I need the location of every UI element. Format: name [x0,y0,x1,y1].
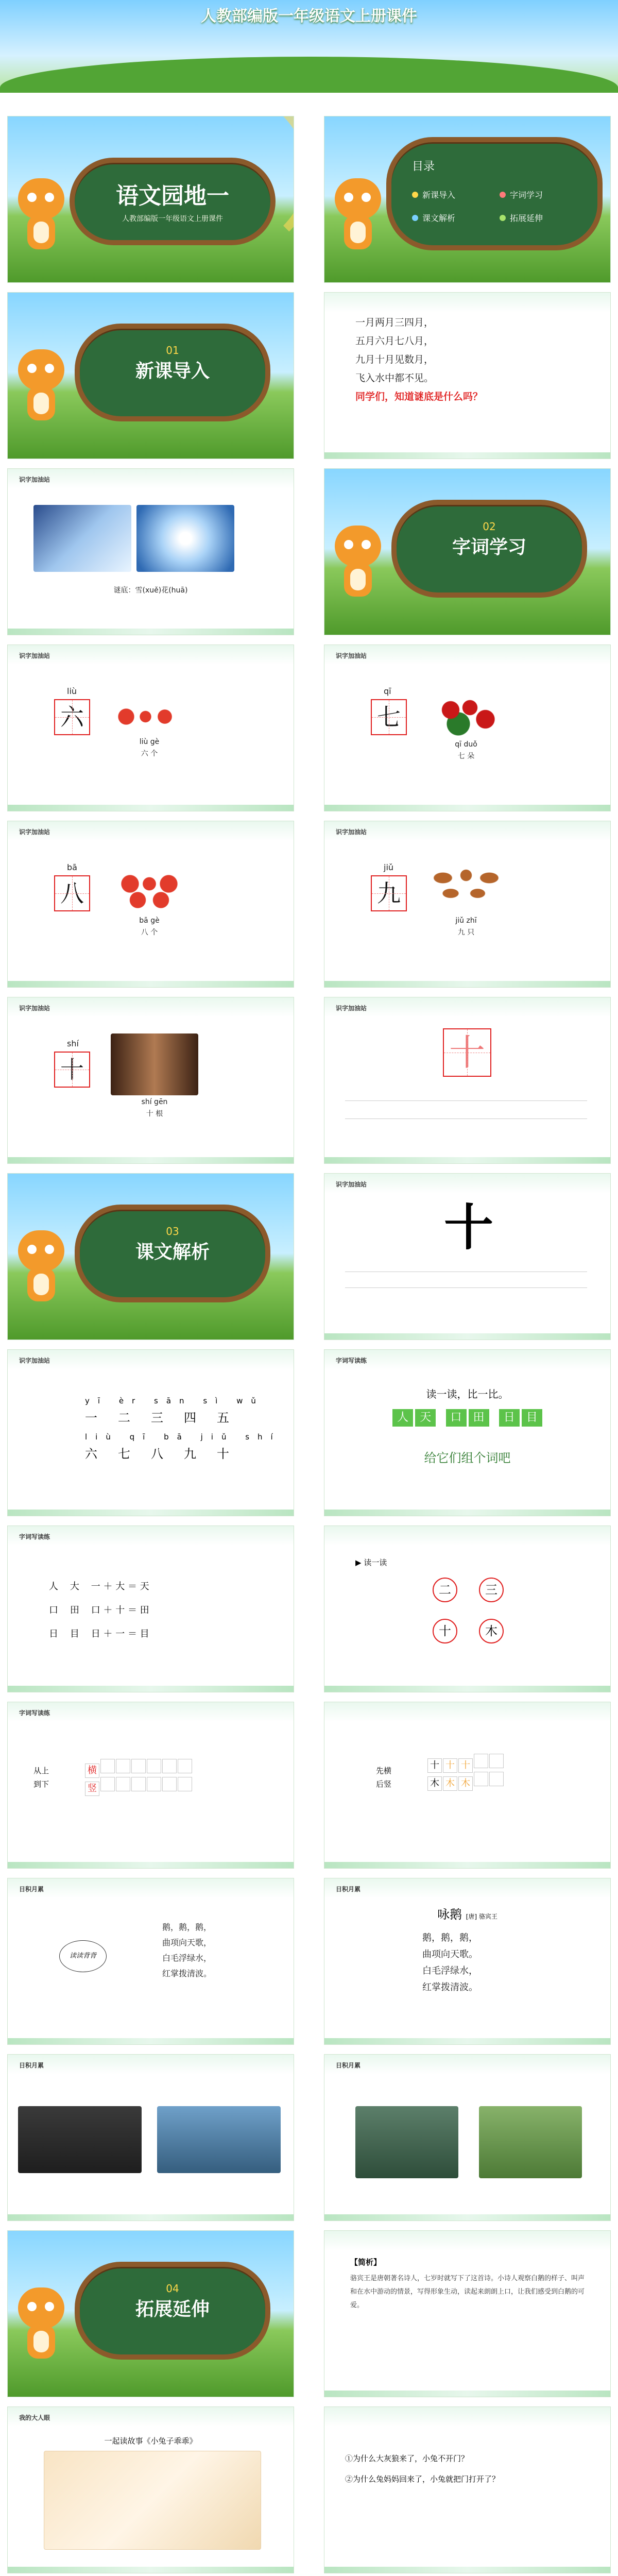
slide-stroke-order-2[interactable] [324,1702,610,1868]
tiger-mascot [335,178,381,250]
slide-tag: 识字加油站 [336,828,367,836]
slide-char-qi[interactable] [324,645,610,811]
slide-tag: 识字加油站 [336,652,367,659]
slide-riddle[interactable] [324,293,610,459]
stroke-words: 从上 到下 [33,1766,49,1789]
circles-label: ▶ 读一读 [355,1558,387,1567]
slide-circles[interactable] [324,1526,610,1692]
section-number: 04 [166,2282,179,2295]
slide-big-char[interactable] [324,1174,610,1340]
char-caption-pinyin: bā gè [139,917,160,925]
slide-tag: 识字加油站 [19,828,50,836]
cover-subtitle: 人教部编版一年级语文上册课件 [122,215,223,223]
toc-item-1[interactable]: 新课导入 [412,189,455,200]
char-box: 十 [54,1052,90,1088]
char-caption: 八 个 [141,928,158,937]
slide-cover[interactable] [8,116,294,282]
read-bubble: 读读背背 [59,1940,107,1972]
goose-photo-4 [479,2106,582,2178]
top-banner [0,0,618,93]
section-board [75,324,270,421]
slide-tag: 识字加油站 [19,476,50,483]
slide-word-study[interactable] [8,1526,294,1692]
big-char: 十 [444,1198,493,1257]
char-box: 八 [54,875,90,911]
slide-section-2[interactable] [324,469,610,635]
story-illustration [44,2451,261,2550]
tiger-mascot [18,349,64,421]
slide-tag: 识字加油站 [19,1357,50,1364]
cover-title: 语文园地一 [116,183,229,209]
hands-photo [111,1033,198,1095]
banner-title: 人教部编版一年级语文上册课件 [201,7,417,25]
poem-lines: 鹅，鹅，鹅， 曲项向天歌。 白毛浮绿水， 红掌拨清波。 [422,1933,478,1993]
char-box: 九 [371,875,407,911]
goose-photo-2 [157,2106,281,2173]
slide-tag: 识字加油站 [336,1181,367,1188]
stroke-right-labels: 先横 后竖 [376,1766,392,1789]
section-board [75,2262,270,2360]
toc-board [386,137,603,250]
numbers-row2: 六七八九十 [85,1447,250,1461]
char-caption: 九 只 [457,928,475,937]
tiger-mascot [18,178,64,250]
slide-tag: 识字加油站 [19,652,50,659]
char-caption: 十 根 [146,1110,163,1118]
numbers-row2-pinyin: liù qī bā jiǔ shí [85,1432,281,1442]
slide-numbers[interactable] [8,1350,294,1516]
slide-char-ba[interactable] [8,821,294,987]
slide-geese-photos-2[interactable] [324,2055,610,2221]
tiger-mascot [335,526,381,598]
stroke-cells-right-row1: 十 十 十 [427,1754,505,1773]
char-caption-pinyin: liù gè [139,738,160,746]
goose-text-lines: 鹅，鹅，鹅， 曲项向天歌， 白毛浮绿水， 红掌拨清波。 [162,1922,212,1978]
section-title: 字词学习 [452,537,526,558]
slide-questions[interactable] [324,2407,610,2573]
stroke-cells-row1: 横 [85,1759,193,1778]
char-box: 七 [371,699,407,735]
riddle-question: 同学们，知道谜底是什么吗？ [355,391,483,402]
goose-photo-3 [355,2106,458,2178]
char-caption: 六 个 [141,750,158,758]
section-title: 课文解析 [135,1242,210,1263]
section-board [75,1205,270,1302]
toc-item-2[interactable]: 字词学习 [500,189,543,200]
slide-stroke-grid[interactable] [324,997,610,1163]
slide-char-shi[interactable] [8,997,294,1163]
circle-char: 三 [479,1578,504,1602]
story-title: 一起读故事《小兔子乖乖》 [104,2436,197,2446]
char-pinyin: jiǔ [384,862,394,872]
toc-item-4[interactable]: 拓展延伸 [500,212,543,224]
toc-heading: 目录 [412,160,435,173]
slide-snow[interactable] [8,469,294,635]
banner-hill [0,57,618,93]
slide-tag: 识字加油站 [19,1005,50,1012]
numbers-row1-pinyin: yī èr sān sì wǔ [85,1396,264,1405]
char-pinyin: liù [67,686,77,696]
slide-char-jiu[interactable] [324,821,610,987]
circle-char: 木 [479,1619,504,1643]
riddle-text: 一月两月三四月， 五月六月七八月， 九月十月见数月， 飞入水中都不见。 同学们，知道谜底是什么吗？ [355,313,483,406]
peaches-photo [111,868,188,914]
poem-title: 咏鹅 [唐] 骆宾王 [437,1907,497,1922]
snow-photo [33,505,131,572]
char-caption: 七 朵 [457,752,475,760]
circle-char: 二 [433,1578,457,1602]
compare-title: 读一读，比一比。 [426,1388,509,1400]
tiger-mascot [18,1230,64,1302]
analysis-title: 【简析】 [350,2258,382,2267]
slide-analysis[interactable] [324,2231,610,2397]
char-pinyin: bā [67,862,77,872]
snow-caption: 谜底：雪(xuě)花(huā) [113,586,188,595]
char-caption-pinyin: shí gēn [141,1098,168,1106]
slide-poem-goose[interactable] [324,1878,610,2044]
section-title: 新课导入 [135,361,210,382]
section-number: 03 [166,1225,179,1238]
char-pinyin: qī [384,686,391,696]
section-number: 02 [483,520,496,533]
stroke-cells-row2: 竖 [85,1777,193,1796]
slide-geese-photos[interactable] [8,2055,294,2221]
slide-section-4[interactable] [8,2231,294,2397]
slide-tag: 日积月累 [19,2062,44,2069]
questions-list: ①为什么大灰狼来了，小兔不开门？ ②为什么兔妈妈回来了，小兔就把门打开了？ [345,2454,500,2484]
slide-tag: 识字加油站 [336,1005,367,1012]
slide-compare[interactable] [324,1350,610,1516]
slide-toc[interactable] [324,116,610,282]
slide-tag: 字词写读练 [336,1357,367,1364]
slide-story[interactable] [8,2407,294,2573]
stroke-cells-right-row2: 木 木 木 [427,1772,505,1791]
section-board [391,500,587,598]
slide-section-3[interactable] [8,1174,294,1340]
slide-stroke-order[interactable] [8,1702,294,1868]
apples-photo [111,699,188,734]
snowflake-photo [136,505,234,572]
section-title: 拓展延伸 [135,2299,210,2320]
section-number: 01 [166,344,179,357]
flowers-photo [427,691,505,738]
cover-board [70,158,276,245]
writing-lines [345,1100,587,1119]
slide-tag: 字词写读练 [19,1709,50,1717]
compare-prompt: 给它们组个词吧 [424,1451,511,1465]
char-pinyin: shí [67,1039,79,1048]
writing-lines [345,1272,587,1288]
goose-photo-1 [18,2106,142,2173]
compare-cards: 人 天 口 田 日 目 [324,1409,610,1427]
birds-photo [427,862,505,914]
slide-tag: 日积月累 [336,2062,361,2069]
slide-tag: 日积月累 [19,1886,44,1893]
slide-tag: 我的大人眼 [19,2414,50,2421]
slide-tag: 日积月累 [336,1886,361,1893]
circle-char: 十 [433,1619,457,1643]
numbers-row1: 一二三四五 [85,1411,250,1425]
char-caption-pinyin: jiǔ zhī [455,917,477,925]
tiger-mascot [18,2287,64,2360]
slide-tag: 字词写读练 [19,1533,50,1540]
analysis-body: 骆宾王是唐朝著名诗人，七岁时就写下了这首诗。小诗人观察白鹅的样子、叫声和在水中游动的情景，写得形象生动，读起来朗朗上口，让我们感受到白鹅的可爱。 [350,2275,585,2309]
stroke-demo-char: 十 [443,1028,491,1077]
toc-item-3[interactable]: 课文解析 [412,212,455,224]
char-box: 六 [54,699,90,735]
slide-char-liu[interactable] [8,645,294,811]
slide-goose-text[interactable] [8,1878,294,2044]
char-caption-pinyin: qī duǒ [455,740,477,749]
slide-section-1[interactable] [8,293,294,459]
word-study-list: 人 大 一 ＋ 大 ＝ 天 口 田 口 ＋ 十 ＝ 田 日 目 日 ＋ 一 ＝ 目 [49,1581,149,1639]
